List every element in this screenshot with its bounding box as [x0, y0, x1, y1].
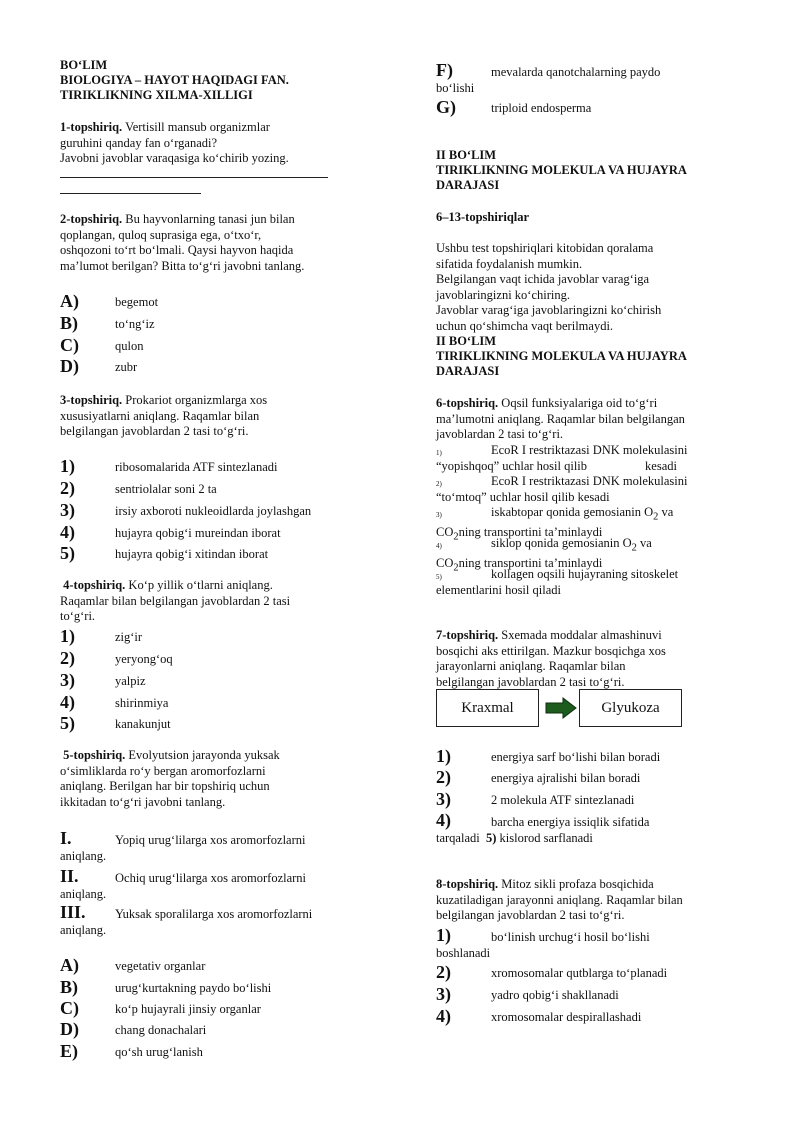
task-6 [436, 396, 726, 443]
option-text: mevalarda qanotchalarning paydo [491, 65, 661, 79]
option-number: 5) [60, 543, 75, 563]
option-text: energiya ajralishi bilan boradi [491, 771, 641, 785]
section-2-label: II BO‘LIM [436, 148, 497, 162]
instructions [436, 241, 726, 334]
option-text: EcoR I restriktazasi DNK molekulasini [491, 474, 688, 488]
option-number: 4) [60, 692, 75, 712]
option-b[interactable] [60, 977, 335, 999]
option-number: 4) [436, 810, 451, 830]
answer-line-2 [60, 193, 201, 194]
option-text: yalpiz [115, 674, 146, 688]
task-3-text-line: xususiyatlarni aniqlang. Raqamlar bilan [60, 408, 260, 423]
task-5-text: Evolyutsion jarayonda yuksak [125, 748, 280, 762]
task-2-text: Bu hayvonlarning tanasi jun bilan [122, 212, 295, 226]
task-6-text-line: ma’lumotni aniqlang. Raqamlar bilan belgilangan [436, 411, 685, 426]
option-letter: G) [436, 97, 456, 117]
option-3[interactable] [436, 789, 726, 811]
option-2[interactable] [436, 474, 726, 505]
option-text-after: va [636, 536, 652, 550]
option-text: yadro qobig‘i shakllanadi [491, 988, 619, 1002]
group-number: III. [60, 902, 86, 922]
task-6-label: 6-topshiriq. [436, 396, 499, 410]
group-1 [60, 828, 335, 864]
option-text: qulon [115, 339, 144, 353]
option-text: kollagen oqsili hujayraning sitoskelet [491, 567, 679, 581]
option-number: 3) [436, 511, 442, 519]
task-2-text-line: oshqozoni to‘rt bo‘lmali. Qaysi hayvon haqida [60, 243, 294, 257]
option-text: kanakunjut [115, 717, 171, 731]
subscript: 2 [453, 562, 459, 574]
option-number: 2) [60, 648, 75, 668]
task-6-text-line: javoblardan 2 tasi to‘g‘ri. [436, 427, 564, 441]
option-number: 3) [60, 670, 75, 690]
option-4[interactable] [436, 810, 726, 846]
task-7-text: Sxemada moddalar almashinuvi [498, 628, 662, 642]
option-text: vegetativ organlar [115, 959, 206, 973]
option-text: bo‘linish urchug‘i hosil bo‘lishi [491, 930, 650, 944]
option-5[interactable] [60, 713, 335, 735]
option-letter: A) [60, 291, 79, 311]
option-4[interactable] [436, 1006, 726, 1028]
option-text-pre: CO [436, 525, 454, 539]
option-text: hujayra qobig‘i xitindan iborat [115, 547, 269, 561]
task-1 [60, 120, 335, 167]
option-3[interactable] [60, 500, 335, 522]
option-number: 4) [60, 522, 75, 542]
option-number: 2) [436, 962, 451, 982]
task-3-text: Prokariot organizmlarga xos [122, 393, 268, 407]
option-text: 2 molekula ATF sintezlanadi [491, 793, 635, 807]
option-text: yeryong‘oq [115, 652, 173, 666]
task-2 [60, 212, 335, 274]
section-2b-title-line-2: DARAJASI [436, 364, 500, 378]
option-text: barcha energiya issiqlik sifatida [491, 815, 650, 829]
option-a[interactable] [60, 955, 335, 977]
option-b[interactable] [60, 313, 335, 335]
task-1-label: 1-topshiriq. [60, 120, 123, 134]
task-3 [60, 393, 335, 440]
option-number: 4) [436, 542, 442, 550]
group-number: II. [60, 866, 79, 886]
option-text: chang donachalari [115, 1023, 207, 1037]
option-number: 1) [60, 626, 75, 646]
section-2b-label: II BO‘LIM [436, 334, 497, 348]
task-7-text-line: belgilangan javoblardan 2 tasi to‘g‘ri. [436, 674, 625, 689]
option-text: zig‘ir [115, 630, 143, 644]
group-text: Ochiq urug‘lilarga xos aromorfozlarni [115, 871, 307, 885]
option-2[interactable] [60, 478, 335, 500]
option-text: ko‘p hujayrali jinsiy organlar [115, 1002, 261, 1016]
section-2b-title-line-1: TIRIKLIKNING MOLEKULA VA HUJAYRA [436, 349, 687, 363]
option-number: 2) [436, 480, 442, 488]
option-2[interactable] [60, 648, 335, 670]
group-2 [60, 866, 335, 902]
scheme-box-glucose: Glyukoza [579, 689, 682, 727]
option-text: kislorod sarflanadi [496, 830, 593, 845]
option-text-cont: bo‘lishi [436, 80, 475, 95]
group-text: Yopiq urug‘lilarga xos aromorfozlarni [115, 833, 306, 847]
option-letter: A) [60, 955, 79, 975]
section-label: BO‘LIM [60, 58, 108, 72]
option-3[interactable] [60, 670, 335, 692]
task-1-text: Vertisill mansub organizmlar [122, 120, 270, 134]
task-4-text-line: to‘g‘ri. [60, 609, 96, 623]
task-3-label: 3-topshiriq. [60, 393, 123, 407]
task-2-text-line: qoplangan, quloq suprasiga ega, o‘txo‘r, [60, 227, 262, 242]
task-4-label: 4-topshiriq. [63, 578, 126, 592]
group-text-cont: aniqlang. [60, 886, 107, 901]
option-letter: D) [60, 356, 79, 376]
option-text: EcoR I restriktazasi DNK molekulasini [491, 443, 688, 457]
option-number: 2) [436, 767, 451, 787]
option-text: xromosomalar qutblarga to‘planadi [491, 966, 668, 980]
task-2-text-line: ma’lumot berilgan? Bitta to‘g‘ri javobni tanlang. [60, 258, 305, 273]
option-f[interactable] [436, 60, 726, 96]
task-5-text-line: ikkitadan to‘g‘ri javobni tanlang. [60, 794, 226, 809]
option-text: irsiy axboroti nukleoidlarda joylashgan [115, 504, 312, 518]
option-letter: F) [436, 60, 453, 80]
option-letter: E) [60, 1041, 78, 1061]
task-7 [436, 628, 726, 690]
option-letter: D) [60, 1019, 79, 1039]
group-text: Yuksak sporalilarga xos aromorfozlarni [115, 907, 313, 921]
option-text: hujayra qobig‘i mureindan iborat [115, 526, 281, 540]
option-2[interactable] [436, 962, 726, 984]
option-number: 1) [60, 456, 75, 476]
option-text: to‘ng‘iz [115, 317, 155, 331]
option-text-pre: CO [436, 556, 454, 570]
option-2[interactable] [436, 767, 726, 789]
option-number: 5) [436, 573, 442, 581]
subscript: 2 [631, 542, 637, 554]
option-letter: C) [60, 335, 79, 355]
option-g[interactable] [436, 97, 726, 119]
task-1-text-line: guruhini qanday fan o‘rganadi? [60, 135, 218, 150]
option-number: 5) [485, 830, 497, 845]
instruction-line: Ushbu test topshiriqlari kitobidan qoralama [436, 241, 654, 255]
task-4 [60, 578, 335, 625]
task-5-text-line: aniqlang. Berilgan har bir topshiriq uchun [60, 779, 270, 793]
section-title-line-1: BIOLOGIYA – HAYOT HAQIDAGI FAN. [60, 73, 289, 87]
option-text-cont: ning transportini ta’minlaydi [458, 525, 603, 539]
subscript: 2 [453, 531, 459, 543]
task-3-text-line: belgilangan javoblardan 2 tasi to‘g‘ri. [60, 424, 249, 438]
option-number: 2) [60, 478, 75, 498]
group-text-cont: aniqlang. [60, 922, 107, 937]
option-letter: B) [60, 313, 78, 333]
task-8-text-line: belgilangan javoblardan 2 tasi to‘g‘ri. [436, 908, 625, 922]
option-a[interactable] [60, 291, 335, 313]
option-1[interactable] [436, 925, 726, 961]
option-number: 3) [436, 789, 451, 809]
option-text: iskabtopar qonida gemosianin O [491, 505, 654, 519]
option-d[interactable] [60, 1019, 335, 1041]
option-4[interactable] [60, 692, 335, 714]
arrow-right-icon [545, 697, 577, 719]
task-2-label: 2-topshiriq. [60, 212, 123, 226]
group-number: I. [60, 828, 72, 848]
option-text: urug‘kurtakning paydo bo‘lishi [115, 981, 272, 995]
instruction-line: Belgilangan vaqt ichida javoblar varag‘iga [436, 272, 650, 286]
option-number: 1) [436, 925, 451, 945]
task-8 [436, 877, 726, 924]
option-e[interactable] [60, 1041, 335, 1063]
option-5[interactable] [436, 567, 726, 598]
option-c[interactable] [60, 998, 335, 1020]
option-text: siklop qonida gemosianin O [491, 536, 632, 550]
option-text: begemot [115, 295, 159, 309]
option-text: sentriolalar soni 2 ta [115, 482, 217, 496]
option-4[interactable] [60, 522, 335, 544]
option-1[interactable] [436, 746, 726, 768]
section-title-line-2: TIRIKLIKNING XILMA-XILLIGI [60, 88, 253, 102]
task-8-label: 8-topshiriq. [436, 877, 499, 891]
group-3 [60, 902, 335, 938]
option-c[interactable] [60, 335, 335, 357]
task-8-text: Mitoz sikli profaza bosqichida [498, 877, 654, 891]
option-text-cont: “to‘mtoq” uchlar hosil qilib kesadi [436, 489, 610, 504]
option-3[interactable] [436, 984, 726, 1006]
option-1[interactable] [60, 456, 335, 478]
option-text-cont: tarqaladi [436, 830, 480, 845]
option-d[interactable] [60, 356, 335, 378]
task-8-text-line: kuzatiladigan jarayonni aniqlang. Raqamlar bilan [436, 892, 683, 907]
task-7-text-line: jarayonlarni aniqlang. Raqamlar bilan [436, 659, 626, 673]
option-number: 3) [60, 500, 75, 520]
task-6-text: Oqsil funksiyalariga oid to‘g‘ri [498, 396, 658, 410]
option-letter: B) [60, 977, 78, 997]
section-2-title-line-2: DARAJASI [436, 178, 500, 192]
instruction-line: uchun qo‘shimcha vaqt berilmaydi. [436, 318, 614, 333]
option-5[interactable] [60, 543, 335, 565]
task-5-label: 5-topshiriq. [63, 748, 126, 762]
option-number: 4) [436, 1006, 451, 1026]
task-4-text: Ko‘p yillik o‘tlarni aniqlang. [125, 578, 273, 592]
instruction-line: javoblaringizni ko‘chiring. [436, 287, 570, 302]
instruction-line: sifatida foydalanish mumkin. [436, 256, 583, 271]
option-text: xromosomalar despirallashadi [491, 1010, 642, 1024]
option-letter: C) [60, 998, 79, 1018]
option-text-after: va [658, 505, 674, 519]
task-7-text-line: bosqichi aks ettirilgan. Mazkur bosqichga xos [436, 643, 666, 658]
answer-line-1 [60, 177, 328, 178]
task-1-instruction: Javobni javoblar varaqasiga ko‘chirib yozing. [60, 151, 289, 165]
section-2-title-line-1: TIRIKLIKNING MOLEKULA VA HUJAYRA [436, 163, 687, 177]
task-7-label: 7-topshiriq. [436, 628, 499, 642]
scheme-box-starch: Kraxmal [436, 689, 539, 727]
option-text-cont: ning transportini ta’minlaydi [458, 556, 603, 570]
task-5-text-line: o‘simliklarda ro‘y bergan aromorfozlarni [60, 763, 266, 778]
option-text: qo‘sh urug‘lanish [115, 1045, 203, 1059]
option-number: 3) [436, 984, 451, 1004]
option-text: ribosomalarida ATF sintezlanadi [115, 460, 278, 474]
option-number: 1) [436, 746, 451, 766]
option-number: 1) [436, 449, 442, 457]
option-1[interactable] [436, 443, 726, 474]
group-text-cont: aniqlang. [60, 848, 107, 863]
instruction-line: Javoblar varag‘iga javoblaringizni ko‘chirish [436, 303, 662, 317]
option-text: zubr [115, 360, 138, 374]
option-text: energiya sarf bo‘lishi bilan boradi [491, 750, 661, 764]
option-1[interactable] [60, 626, 335, 648]
option-text-cont: “yopishqoq” uchlar hosil qilib [436, 458, 588, 473]
subscript: 2 [653, 511, 659, 523]
option-text: shirinmiya [115, 696, 169, 710]
task-range-label: 6–13-topshiriqlar [436, 210, 530, 224]
option-text: triploid endosperma [491, 101, 592, 115]
metabolism-scheme [436, 689, 686, 729]
option-text-cont: boshlanadi [436, 945, 491, 960]
task-5 [60, 748, 335, 810]
option-text-tail: kesadi [645, 458, 677, 473]
option-text-cont: elementlarini hosil qiladi [436, 582, 561, 597]
option-number: 5) [60, 713, 75, 733]
task-4-text-line: Raqamlar bilan belgilangan javoblardan 2 tasi [60, 593, 291, 608]
